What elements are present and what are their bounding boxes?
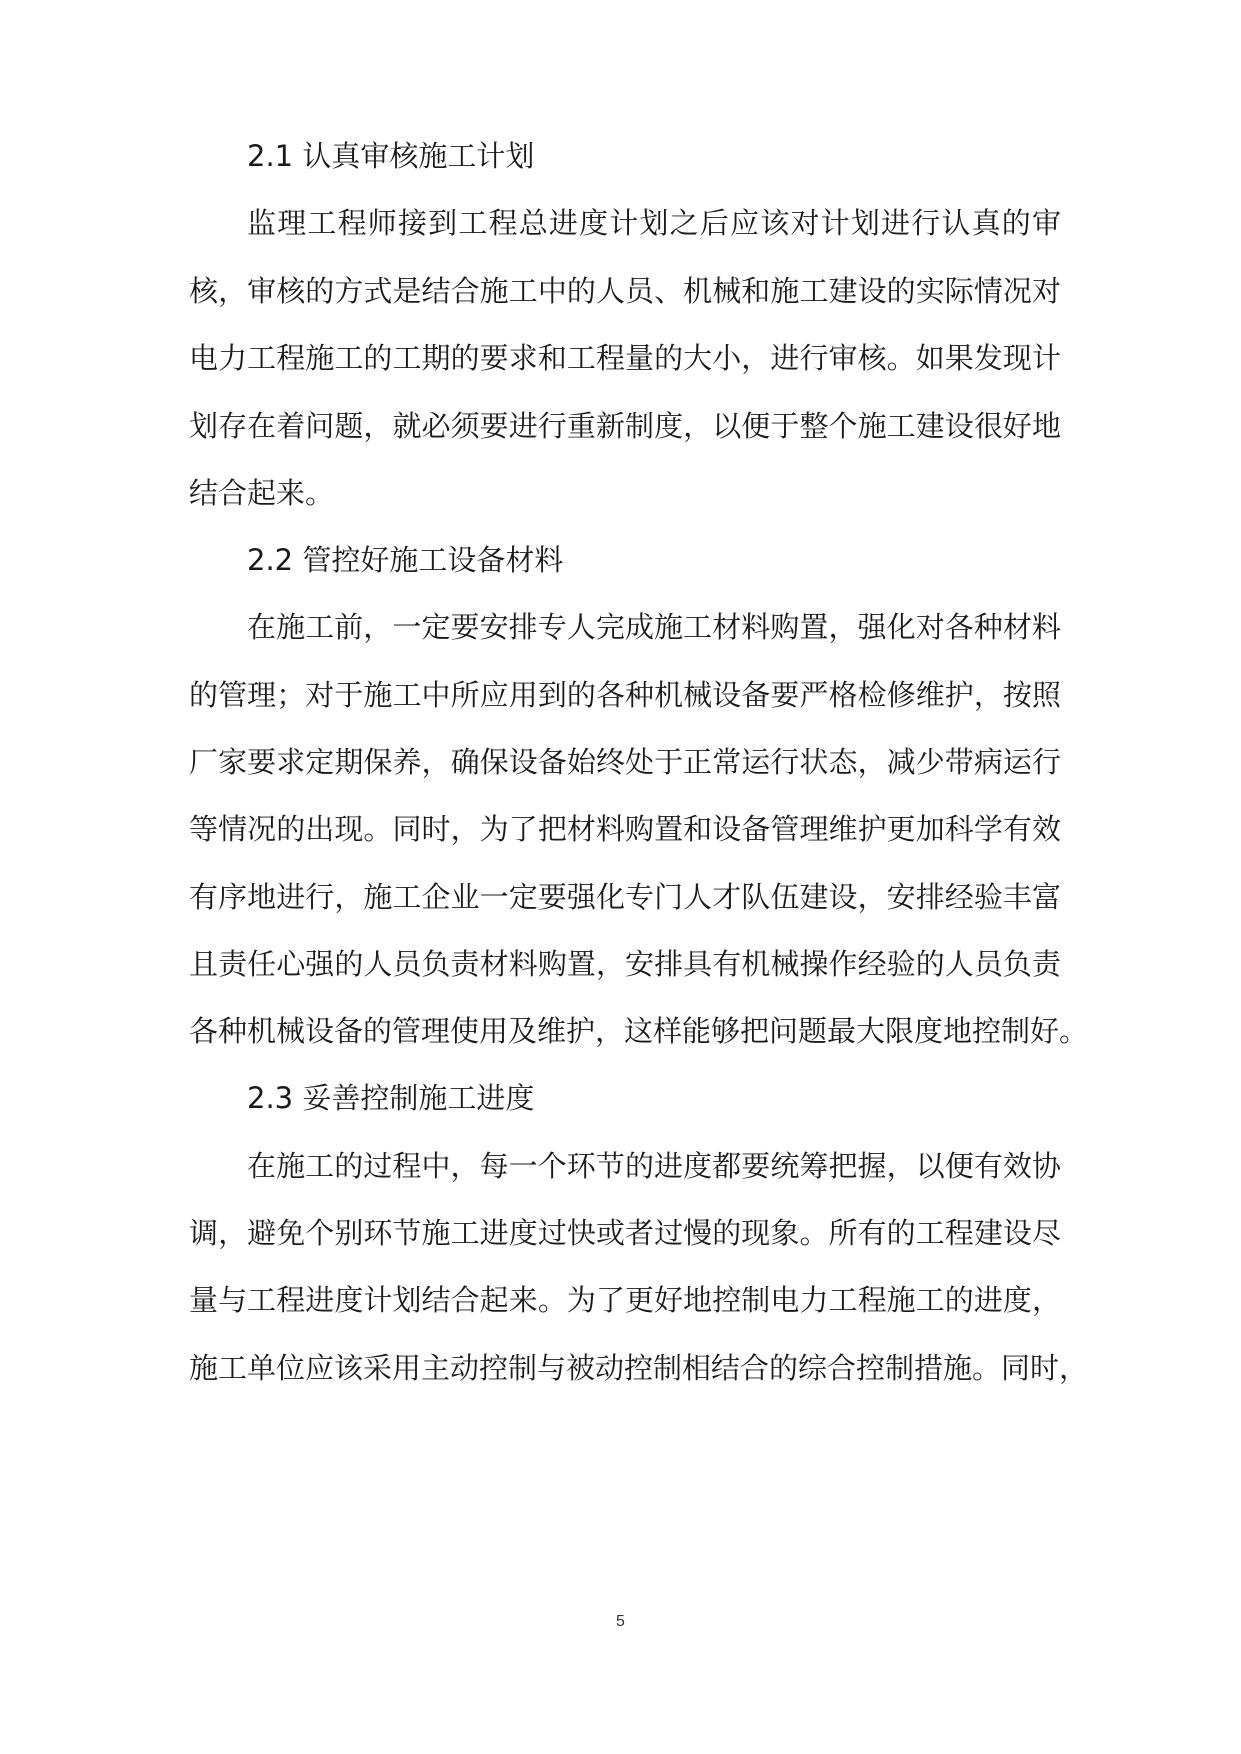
paragraph-line: 监理工程师接到工程总进度计划之后应该对计划进行认真的审 bbox=[247, 206, 1061, 240]
section-heading-2-3: 2.3 妥善控制施工进度 bbox=[247, 1081, 535, 1115]
paragraph-line: 调，避免个别环节施工进度过快或者过慢的现象。所有的工程建设尽 bbox=[189, 1216, 1061, 1250]
paragraph-line: 结合起来。 bbox=[189, 476, 335, 510]
paragraph-line: 量与工程进度计划结合起来。为了更好地控制电力工程施工的进度， bbox=[189, 1283, 1061, 1317]
paragraph-line: 施工单位应该采用主动控制与被动控制相结合的综合控制措施。同时， bbox=[189, 1351, 1089, 1385]
paragraph-line: 等情况的出现。同时，为了把材料购置和设备管理维护更加科学有效 bbox=[189, 812, 1061, 846]
paragraph-line: 电力工程施工的工期的要求和工程量的大小，进行审核。如果发现计 bbox=[189, 341, 1061, 375]
section-heading-2-1: 2.1 认真审核施工计划 bbox=[247, 139, 535, 173]
paragraph-line: 且责任心强的人员负责材料购置，安排具有机械操作经验的人员负责 bbox=[189, 947, 1061, 981]
paragraph-line: 各种机械设备的管理使用及维护，这样能够把问题最大限度地控制好。 bbox=[189, 1014, 1089, 1048]
paragraph-line: 核，审核的方式是结合施工中的人员、机械和施工建设的实际情况对 bbox=[189, 274, 1061, 308]
paragraph-line: 在施工的过程中，每一个环节的进度都要统筹把握，以便有效协 bbox=[247, 1149, 1061, 1183]
section-heading-2-2: 2.2 管控好施工设备材料 bbox=[247, 543, 564, 577]
paragraph-line: 划存在着问题，就必须要进行重新制度，以便于整个施工建设很好地 bbox=[189, 409, 1061, 443]
paragraph-line: 在施工前，一定要安排专人完成施工材料购置，强化对各种材料 bbox=[247, 610, 1061, 644]
paragraph-line: 厂家要求定期保养，确保设备始终处于正常运行状态，减少带病运行 bbox=[189, 745, 1061, 779]
paragraph-line: 有序地进行，施工企业一定要强化专门人才队伍建设，安排经验丰富 bbox=[189, 880, 1061, 914]
page-number: 5 bbox=[616, 1613, 625, 1630]
paragraph-line: 的管理；对于施工中所应用到的各种机械设备要严格检修维护，按照 bbox=[189, 678, 1061, 712]
